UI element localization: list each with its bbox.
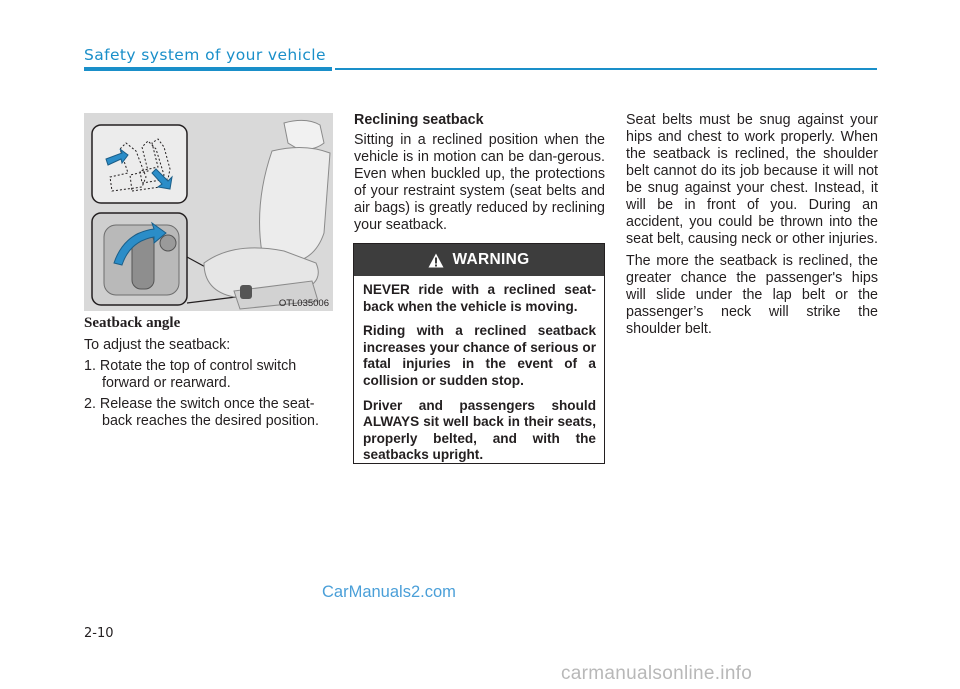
heading-reclining-seatback: Reclining seatback [354,112,484,128]
header-rule-thick [84,67,332,71]
middle-column [354,112,605,234]
figure-code: OTL035006 [278,298,329,309]
header-rule-thin [335,68,877,70]
warning-triangle-icon [428,253,444,268]
step-1: 1. Rotate the top of control switch forward or rearward. [84,358,297,391]
seat-diagram [84,113,333,311]
warning-header [354,244,604,276]
warning-body [354,276,604,464]
warning-paragraph-2: Riding with a reclined seatback increases your chance of serious or fatal injuries in the event of a collision or sudden stop. [363,323,596,388]
step-2: 2. Release the switch once the seat-back reaches the desired position. [84,396,319,429]
watermark-carmanualsonline: carmanualsonline.info [561,663,753,684]
right-column [626,112,878,338]
reclining-body: Sitting in a reclined position when the vehicle is in motion can be dan-gerous. Even when buckled up, the protections of your restraint system (seat belts and air bags) is greatly reduced by reclining your seatback. [354,132,605,233]
left-column [84,315,333,430]
watermark-carmanuals2: CarManuals2.com [322,583,456,601]
warning-paragraph-3: Driver and passengers should ALWAYS sit well back in their seats, properly belted, and with the seatbacks upright. [363,397,596,463]
seat-illustration [84,113,333,311]
adjust-intro: To adjust the seatback: [84,337,231,353]
heading-seatback-angle: Seatback angle [84,315,181,331]
right-paragraph-1: Seat belts must be snug against your hips and chest to work properly. When the seatback is reclined, the shoulder belt cannot do its job because it will not be snug against your chest. Instead, it will be in front of you. During an accident, you could be thrown into the seat belt, causing neck or other injuries. [626,112,878,247]
seatback [260,147,330,263]
warning-box [353,243,605,464]
section-title: Safety system of your vehicle [84,46,326,64]
page-number: 2-10 [84,626,114,641]
right-paragraph-2: The more the seatback is reclined, the greater chance the passenger's hips will slide under the lap belt or the passenger’s neck will strike the shoulder belt. [626,253,878,337]
warning-title: WARNING [452,251,530,268]
seat-switch [240,285,252,299]
inset-motion-panel [92,125,187,203]
headrest [284,120,324,149]
warning-paragraph-1: NEVER ride with a reclined seat-back when the vehicle is moving. [363,282,596,314]
